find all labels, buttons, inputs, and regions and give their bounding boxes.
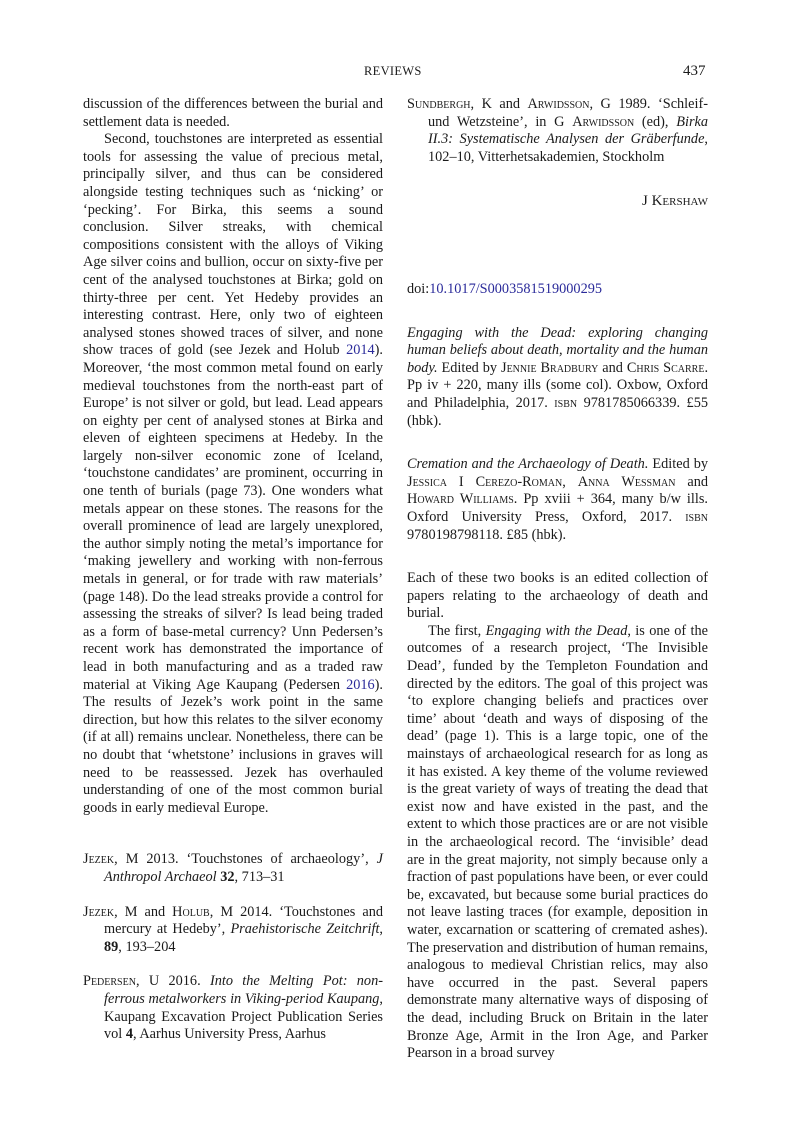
reference-item: Jezek, M 2013. ‘Touchstones of archaeology’, J Anthropol Archaeol 32, 713–31	[83, 851, 383, 885]
citation-link-2016[interactable]: 2016	[346, 676, 375, 693]
left-column	[83, 96, 383, 1044]
right-column	[407, 96, 708, 1063]
citation-link-2014[interactable]: 2014	[346, 342, 375, 359]
reference-list	[83, 851, 383, 1043]
reference-item: Jezek, M and Holub, M 2014. ‘Touchstones and mercury at Hedeby’, Praehistorische Zeitchrift, 89, 193–204	[83, 903, 383, 955]
running-title: REVIEWS	[364, 64, 422, 78]
book-citation: Engaging with the Dead: exploring changing human beliefs about death, mortality and the human body. Edited by Jennie Bradbury and Chris Scarre. Pp iv + 220, many ills (some col). Oxbow, Oxford and Philadelphia, 2017. isbn 9781785066339. £55 (hbk).	[407, 324, 709, 429]
reference-item: Sundbergh, K and Arwidsson, G 1989. ‘Schleif- und Wetzsteine’, in G Arwidsson (ed), Birka II.3: Systematische Analysen der Gräberfunde, 102–10, Vitterhetsakademien, Stockholm	[407, 96, 708, 165]
paragraph: Each of these two books is an edited collection of papers relating to the archaeology of death and burial.	[407, 570, 708, 622]
doi-line: doi:10.1017/S0003581519000295	[407, 280, 603, 297]
review-signature: J Kershaw	[642, 193, 708, 210]
book-citation: Cremation and the Archaeology of Death. Edited by Jessica I Cerezo-Roman, Anna Wessman and Howard Williams. Pp xviii + 364, many b/w ills. Oxford University Press, Oxford, 2017. isbn 9780198798118. £85 (hbk).	[407, 456, 709, 543]
paragraph: discussion of the differences between the burial and settlement data is needed.	[83, 96, 383, 130]
doi-link[interactable]: 10.1017/S0003581519000295	[429, 280, 603, 297]
page-number: 437	[683, 63, 706, 79]
paragraph: The first, Engaging with the Dead, is one of the outcomes of a research project, ‘The Invisible Dead’, funded by the Templeton Foundation and directed by the editors. The goal of this project was ‘to explore changing beliefs and practices over time’ about ‘death and ways of disposing of the dead’ (page 1). This is a large topic, one of the mainstays of archaeological research for as long as it has existed. A key theme of the volume reviewed is the great variety of ways of treating the dead that exist now and have existed in the past, and the extent to which those practices are or are not visible in the archaeological record. The ‘invisible’ dead are in the great majority, not simply because only a fraction of past populations have been, or ever could be, excavated, but because some burial practices do not leave lasting traces (for example, deposition in water, excarnation or scattering of cremated ashes). The preservation and distribution of human remains, analogous to medieval Christian relics, may also have occurred in the past. Several papers demonstrate many alternative ways of disposing of the dead, including Bruck on Britain in the later Bronze Age, Armit in the Iron Age, and Parker Pearson in a broad survey	[407, 622, 708, 1062]
reference-item: Pedersen, U 2016. Into the Melting Pot: non-ferrous metalworkers in Viking-period Kaupang, Kaupang Excavation Project Publication Series vol 4, Aarhus University Press, Aarhus	[83, 973, 383, 1043]
paragraph: Second, touchstones are interpreted as essential tools for assessing the value of precious metal, principally silver, and thus can be considered alongside testing techniques such as ‘nicking’ or ‘pecking’. For Birka, this seems a sound conclusion. Silver streaks, with chemical compositions consistent with the alloys of Viking Age silver coins and bullion, occur on sixty-five per cent of the analysed touchstones at Birka; gold on thirty-three per cent. Yet Hedeby provides an interesting contrast. Here, only two of eighteen analysed stones showed traces of silver, and none show traces of gold (see Jezek and Holub 2014). Moreover, ‘the most common metal found on early medieval touchstones from the north-east part of Europe’ is not silver or gold, but lead. Lead appears on eighty per cent of analysed stones at Birka and eleven of eighteen specimens at Hedeby. In the largely non-silver economic zone of Iceland, ‘touchstone candidates’ are prominent, occurring in one tenth of burials (page 73). One wonders what metals appear on these stones. The reasons for the overall prominence of lead are largely unexplored, the author simply noting the metal’s importance for ‘making jewellery and working with non-ferrous metals in general, or for trade with raw materials’ (page 148). Do the lead streaks provide a control for assessing the streaks of silver? Is lead being traded as a form of base-metal currency? Unn Pedersen’s recent work has demonstrated the importance of lead in both manufacturing and as a traded raw material at Viking Age Kaupang (Pedersen 2016). The results of Jezek’s work point in the same direction, but how this relates to the silver economy (if at all) remains unclear. Nonetheless, there can be no doubt that ‘whetstone’ inclusions in graves will need to be reassessed. Jezek has overhauled understanding of one of the most common burial goods in early medieval Europe.	[83, 131, 383, 816]
